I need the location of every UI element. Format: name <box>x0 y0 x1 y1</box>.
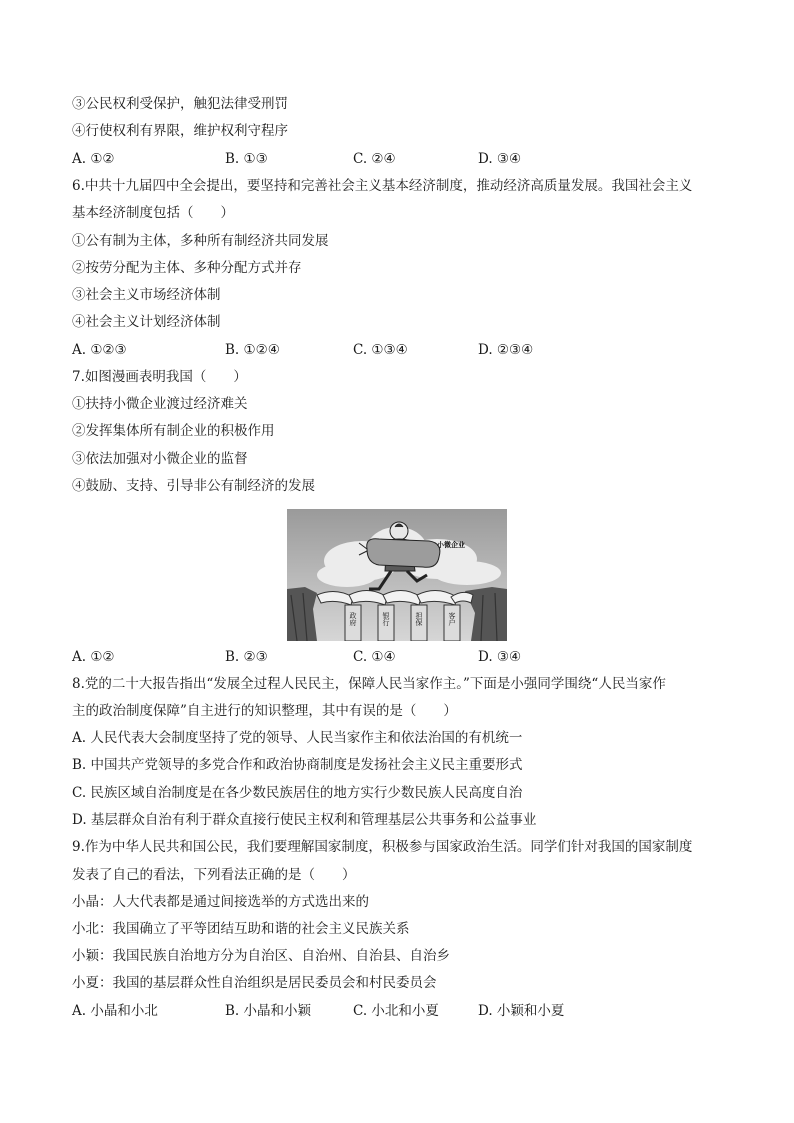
q6-item-2: ②按劳分配为主体、多种分配方式并存 <box>72 260 302 276</box>
q6-option-c[interactable]: C. ①③④ <box>353 342 408 358</box>
q6-option-b[interactable]: B. ①②④ <box>225 342 280 358</box>
q9-statement-1: 小晶：人大代表都是通过间接选举的方式选出来的 <box>72 894 369 910</box>
q7-item-3: ③依法加强对小微企业的监督 <box>72 451 248 467</box>
q9-option-d[interactable]: D. 小颖和小夏 <box>478 1003 565 1019</box>
q8-option-d[interactable]: D. 基层群众自治有利于群众直接行使民主权利和管理基层公共事务和公益事业 <box>72 812 537 828</box>
q5-option-d[interactable]: D. ③④ <box>478 151 522 167</box>
q7-option-b[interactable]: B. ②③ <box>225 649 268 665</box>
hand-label-2: 银行 <box>382 612 390 626</box>
q9-option-a[interactable]: A. 小晶和小北 <box>72 1003 158 1019</box>
q7-item-2: ②发挥集体所有制企业的积极作用 <box>72 423 275 439</box>
q9-statement-3: 小颖：我国民族自治地方分为自治区、自治州、自治县、自治乡 <box>72 948 450 964</box>
q5-option-c[interactable]: C. ②④ <box>353 151 396 167</box>
sack-label: 小微企业 <box>437 541 465 549</box>
q8-option-b[interactable]: B. 中国共产党领导的多党合作和政治协商制度是发扬社会主义民主重要形式 <box>72 757 523 773</box>
q6-option-a[interactable]: A. ①②③ <box>72 342 127 358</box>
q7-stem: 7.如图漫画表明我国（ ） <box>72 369 247 385</box>
q7-option-c[interactable]: C. ①④ <box>353 649 396 665</box>
q7-option-a[interactable]: A. ①② <box>72 649 115 665</box>
q9-statement-4: 小夏：我国的基层群众性自治组织是居民委员会和村民委员会 <box>72 975 437 991</box>
q8-option-a[interactable]: A. 人民代表大会制度坚持了党的领导、人民当家作主和依法治国的有机统一 <box>72 730 523 746</box>
q7-item-4: ④鼓励、支持、引导非公有制经济的发展 <box>72 478 315 494</box>
q6-stem-line-1: 6.中共十九届四中全会提出，要坚持和完善社会主义基本经济制度，推动经济高质量发展。我国社会主义 <box>72 178 693 194</box>
hand-label-1: 政府 <box>349 612 357 626</box>
hand-label-3: 担保 <box>415 612 423 626</box>
q6-option-d[interactable]: D. ②③④ <box>478 342 534 358</box>
q9-statement-2: 小北：我国确立了平等团结互助和谐的社会主义民族关系 <box>72 921 410 937</box>
q5-option-b[interactable]: B. ①③ <box>225 151 268 167</box>
q7-option-d[interactable]: D. ③④ <box>478 649 522 665</box>
q5-option-a[interactable]: A. ①② <box>72 151 115 167</box>
q5-item-3: ③公民权利受保护，触犯法律受刑罚 <box>72 96 288 112</box>
q9-option-b[interactable]: B. 小晶和小颖 <box>225 1003 312 1019</box>
q8-option-c[interactable]: C. 民族区域自治制度是在各少数民族居住的地方实行少数民族人民高度自治 <box>72 785 523 801</box>
q6-item-3: ③社会主义市场经济体制 <box>72 287 221 303</box>
q9-stem-line-1: 9.作为中华人民共和国公民，我们要理解国家制度，积极参与国家政治生活。同学们针对我国的国家制度 <box>72 839 693 855</box>
q8-stem-line-1: 8.党的二十大报告指出“发展全过程人民民主，保障人民当家作主。”下面是小强同学围绕“人民当家作 <box>72 676 666 692</box>
q9-stem-line-2: 发表了自己的看法，下列看法正确的是（ ） <box>72 867 356 883</box>
hand-label-4: 客户 <box>448 612 456 626</box>
q5-item-4: ④行使权利有界限，维护权利守程序 <box>72 123 288 139</box>
q8-stem-line-2: 主的政治制度保障”自主进行的知识整理，其中有误的是（ ） <box>72 703 457 719</box>
q7-item-1: ①扶持小微企业渡过经济难关 <box>72 396 248 412</box>
q6-item-1: ①公有制为主体，多种所有制经济共同发展 <box>72 233 329 249</box>
cartoon-image <box>287 509 507 641</box>
q6-stem-line-2: 基本经济制度包括（ ） <box>72 205 234 221</box>
q9-option-c[interactable]: C. 小北和小夏 <box>353 1003 439 1019</box>
q6-item-4: ④社会主义计划经济体制 <box>72 314 221 330</box>
